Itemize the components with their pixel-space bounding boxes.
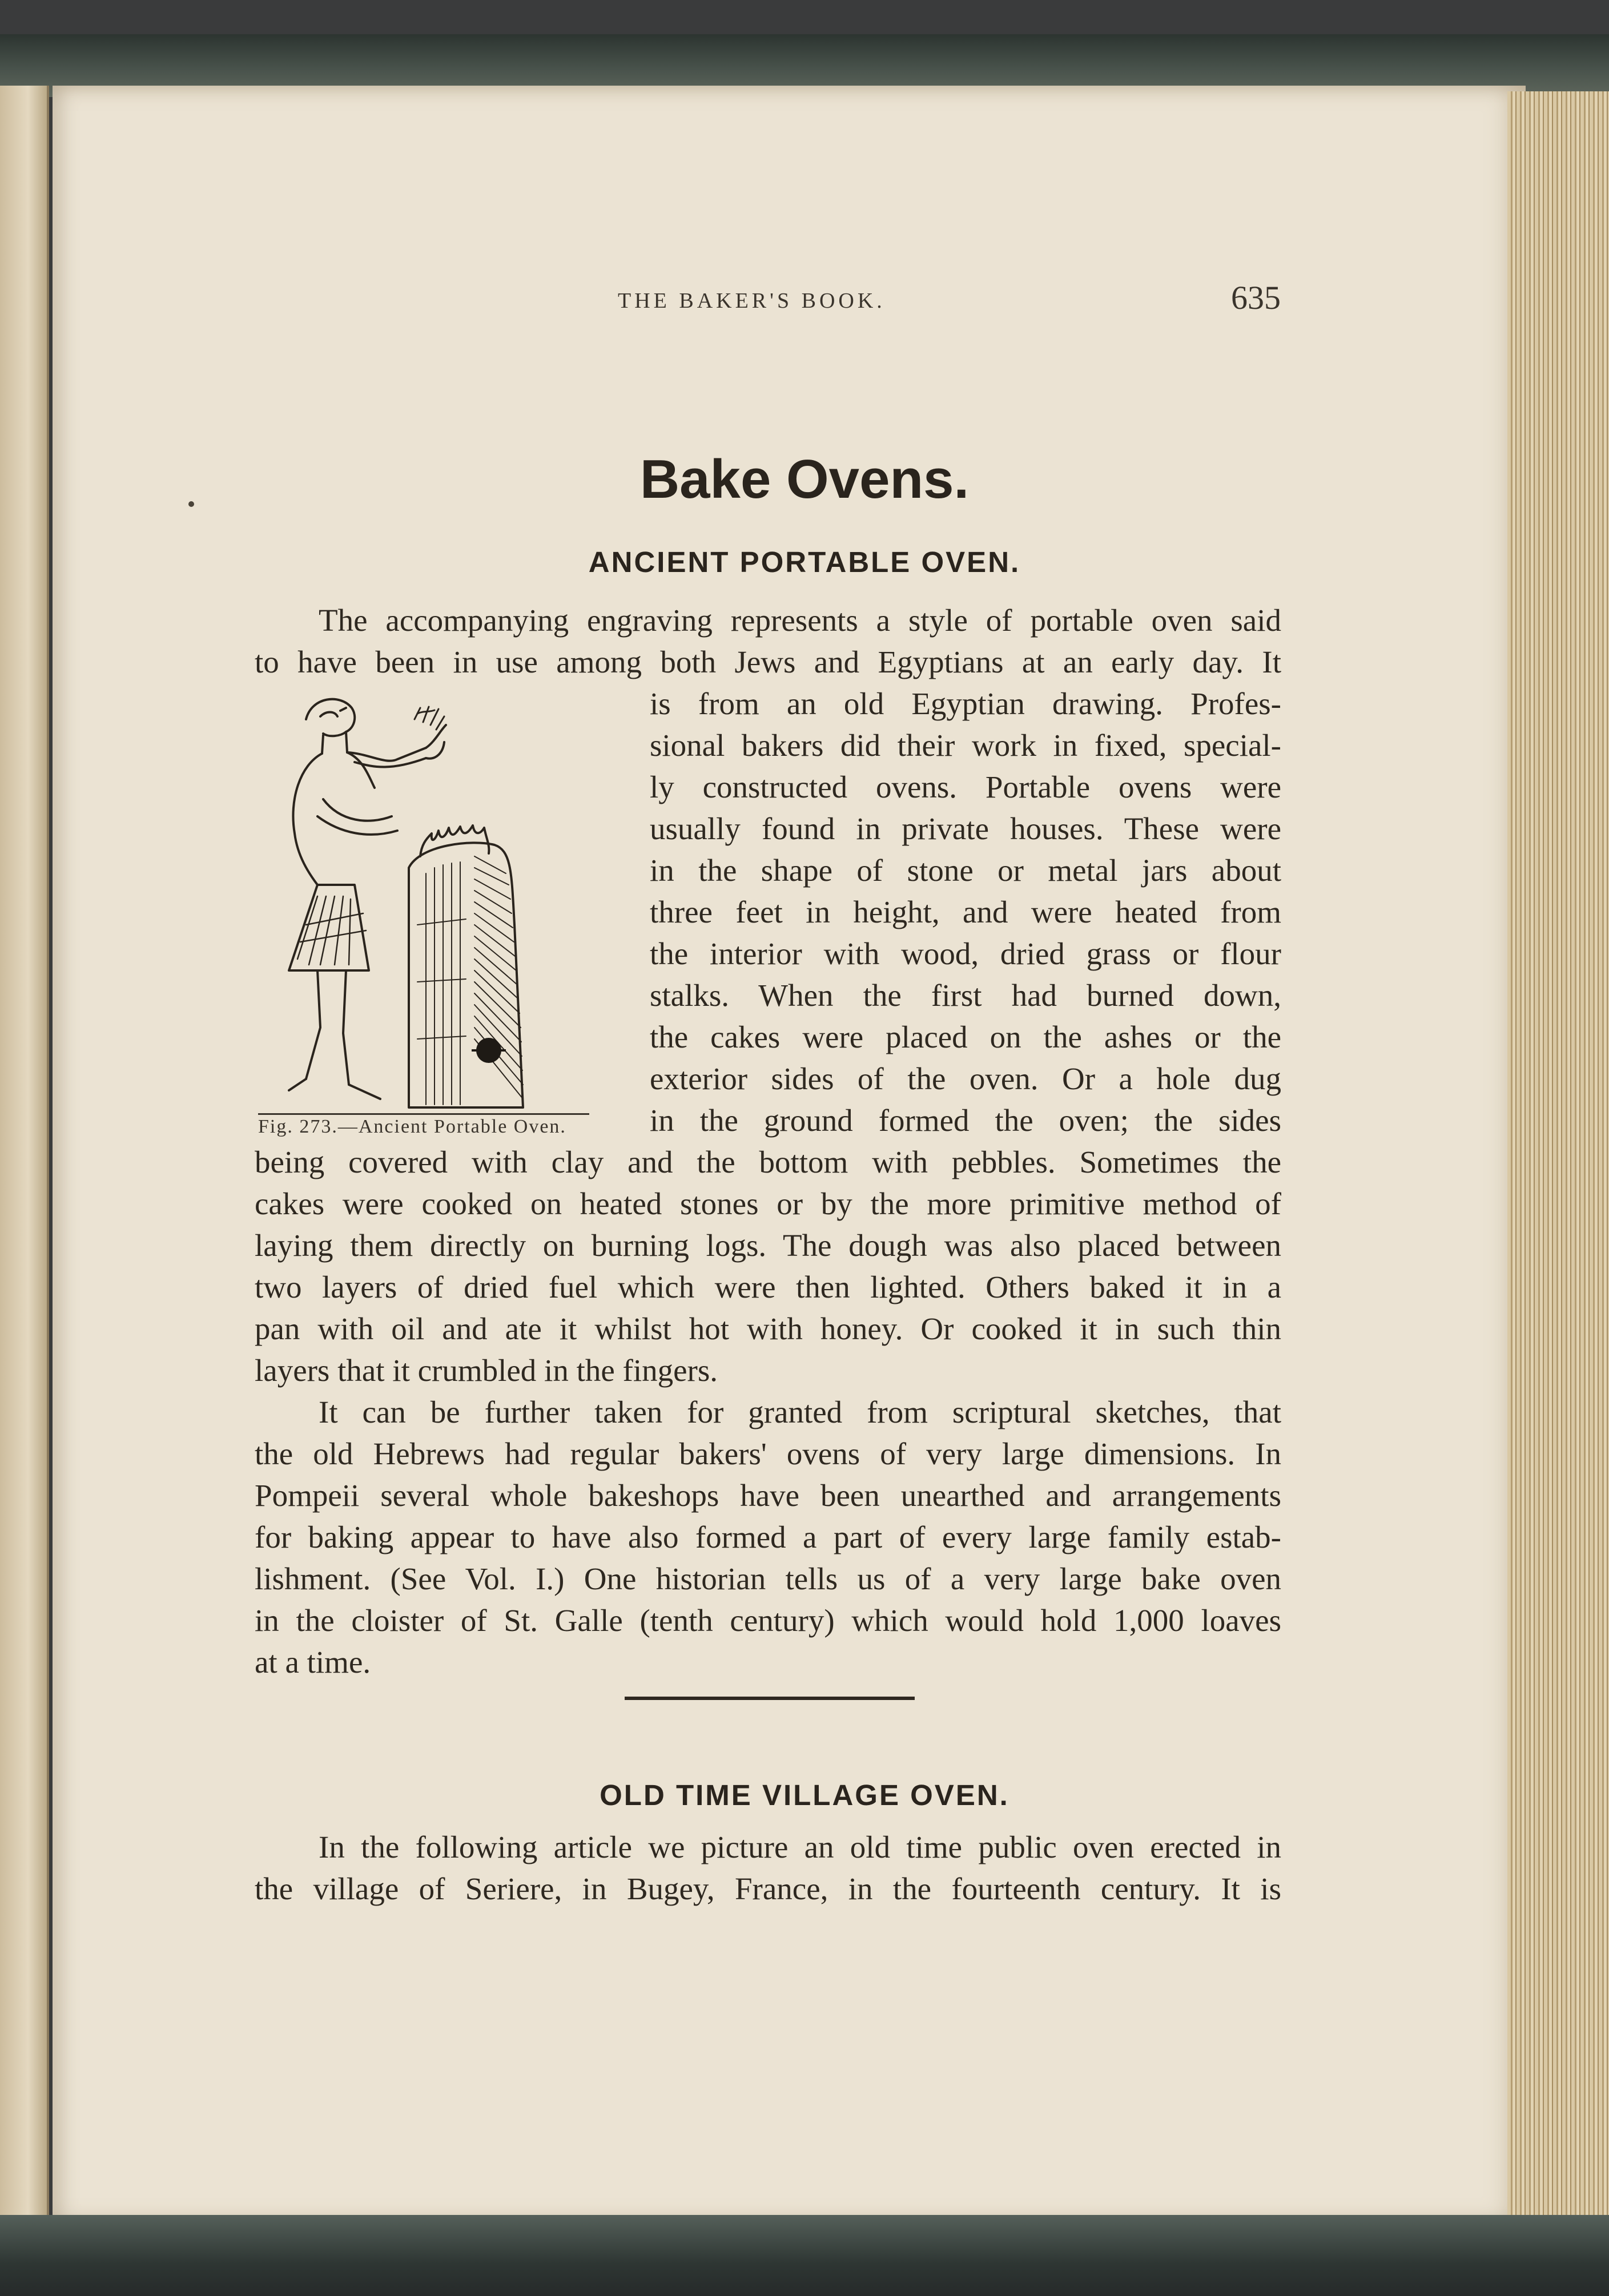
text-line: In the following article we picture an old time public oven erected in (319, 1830, 1281, 1864)
text-line: being covered with clay and the bottom with pebbles. Sometimes the (255, 1145, 1281, 1179)
text-line: at a time. (255, 1645, 371, 1679)
running-head: THE BAKER'S BOOK. (618, 289, 886, 313)
text-line: the village of Seriere, in Bugey, France, in the fourteenth century. It is (255, 1871, 1281, 1906)
text-line: in the cloister of St. Galle (tenth century) which would hold 1,000 loaves (255, 1603, 1281, 1638)
text-line: exterior sides of the oven. Or a hole dug (650, 1061, 1281, 1096)
section-heading-ancient-portable-oven: ANCIENT PORTABLE OVEN. (588, 546, 1021, 578)
text-line: three feet in height, and were heated from (650, 895, 1281, 929)
text-line: to have been in use among both Jews and Egyptians at an early day. It (255, 645, 1281, 679)
text-line: lishment. (See Vol. I.) One historian tells us of a very large bake oven (255, 1561, 1281, 1596)
text-line: two layers of dried fuel which were then lighted. Others baked it in a (255, 1270, 1281, 1304)
figure-caption: Fig. 273.—Ancient Portable Oven. (258, 1113, 589, 1138)
facing-page-edge (0, 86, 49, 2221)
text-line: pan with oil and ate it whilst hot with honey. Or cooked it in such thin (255, 1311, 1281, 1346)
page-number: 635 (1231, 279, 1281, 316)
engraving-illustration (255, 685, 592, 1113)
text-line: the interior with wood, dried grass or flour (650, 936, 1281, 971)
text-line: is from an old Egyptian drawing. Profes- (650, 686, 1281, 721)
text-line: layers that it crumbled in the fingers. (255, 1353, 718, 1388)
text-line: laying them directly on burning logs. The dough was also placed between (255, 1228, 1281, 1263)
text-line: the cakes were placed on the ashes or the (650, 1020, 1281, 1054)
section-divider-rule (625, 1697, 915, 1700)
text-line: in the ground formed the oven; the sides (650, 1103, 1281, 1138)
text-line: It can be further taken for granted from scriptural sketches, that (319, 1395, 1281, 1429)
text-line: for baking appear to have also formed a part of every large family estab- (255, 1520, 1281, 1554)
text-line: stalks. When the first had burned down, (650, 978, 1281, 1013)
text-line: cakes were cooked on heated stones or by the more primitive method of (255, 1186, 1281, 1221)
page-block-edges (1507, 91, 1609, 2215)
section-heading-old-time-village-oven: OLD TIME VILLAGE OVEN. (600, 1779, 1009, 1811)
text-line: The accompanying engraving represents a style of portable oven said (319, 603, 1281, 638)
text-line: Pompeii several whole bakeshops have been unearthed and arrangements (255, 1478, 1281, 1513)
book-binding-bottom (0, 2215, 1609, 2296)
text-line: sional bakers did their work in fixed, special- (650, 728, 1281, 763)
text-line: in the shape of stone or metal jars about (650, 853, 1281, 888)
text-line: the old Hebrews had regular bakers' ovens of very large dimensions. In (255, 1436, 1281, 1471)
page-title: Bake Ovens. (639, 449, 970, 510)
text-line: usually found in private houses. These were (650, 811, 1281, 846)
figure-ancient-portable-oven (255, 685, 592, 1113)
text-line: ly constructed ovens. Portable ovens were (650, 770, 1281, 804)
